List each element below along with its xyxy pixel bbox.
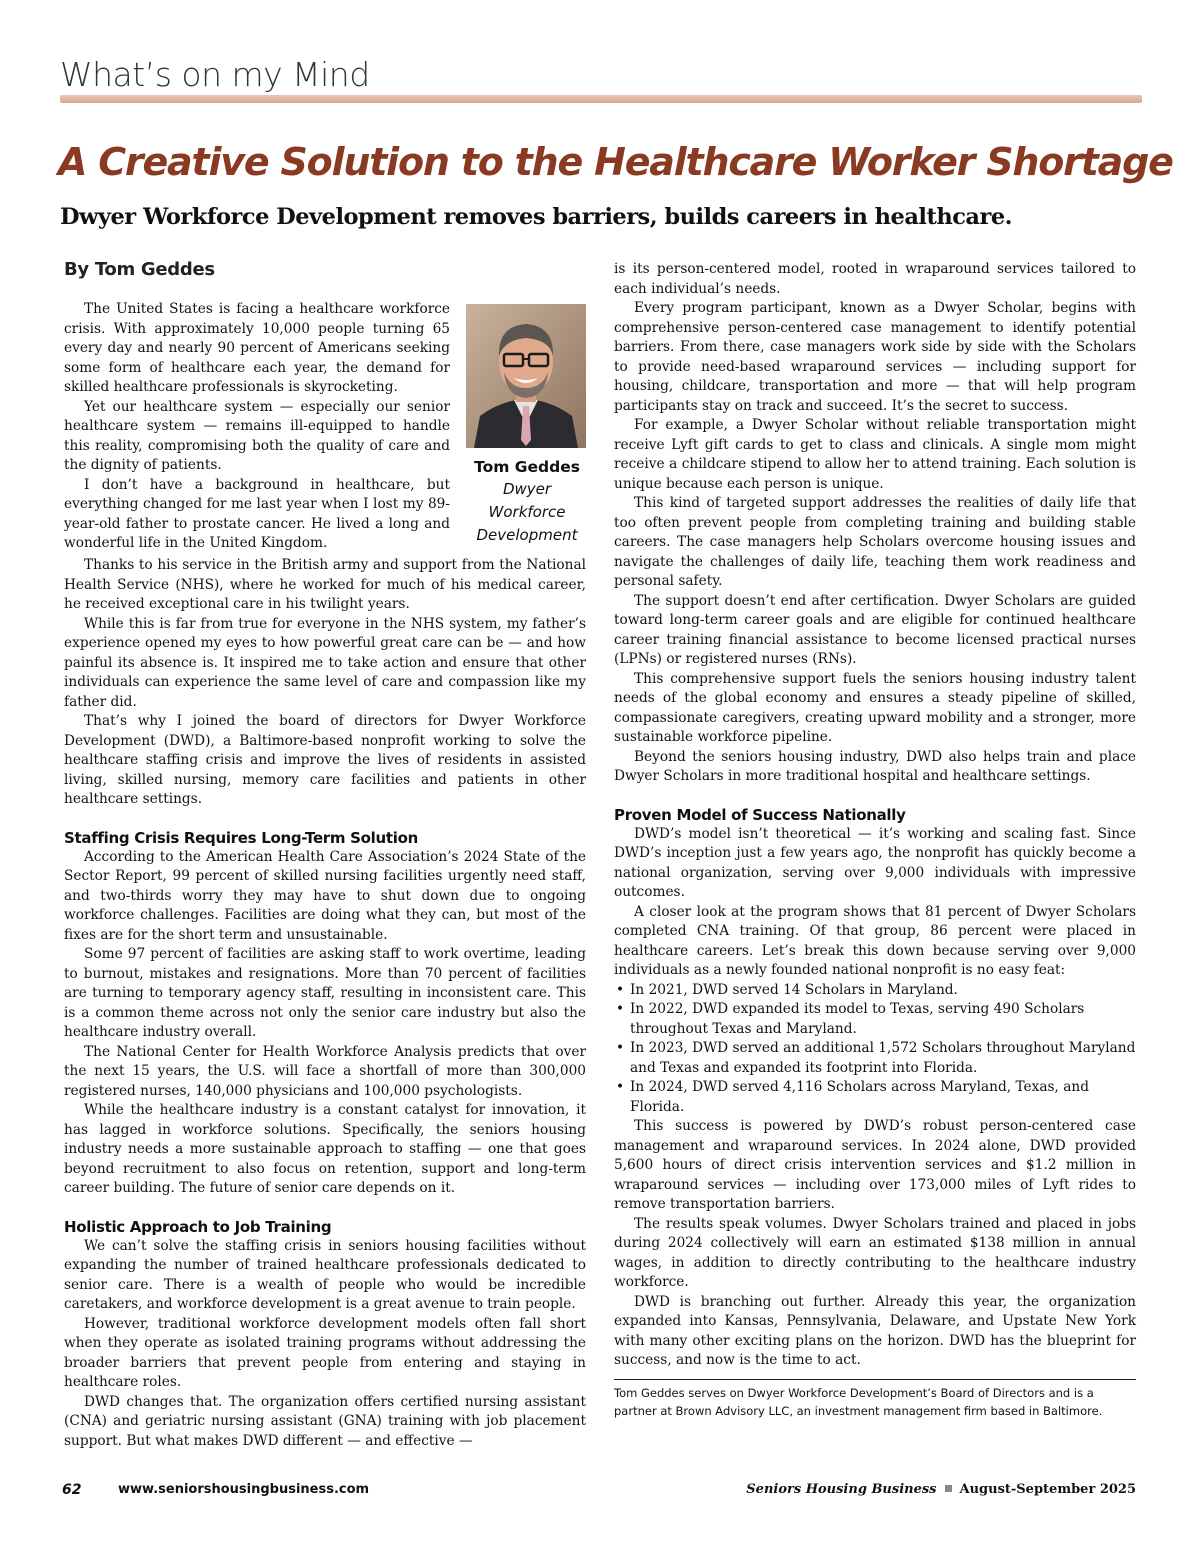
subheading-proven: Proven Model of Success Nationally <box>614 805 906 824</box>
paragraph: DWD changes that. The organization offers certified nursing assistant (CNA) and geriatric nursing assistant (GNA) training with job placement support. But what makes DWD different — and effective — <box>64 1393 586 1449</box>
caption-org: Dwyer <box>502 480 552 498</box>
caption-org: Development <box>476 526 578 544</box>
page-number: 62 <box>62 1482 82 1498</box>
bio-divider <box>614 1379 1136 1380</box>
list-item: • In 2023, DWD served an additional 1,572 Scholars throughout Maryland and Texas and expanded its footprint into Florida. <box>614 1039 1136 1078</box>
right-column-body <box>614 260 1136 1420</box>
paragraph: The United States is facing a healthcare workforce crisis. With approximately 10,000 people turning 65 every day and nearly 90 percent of Americans seeking some form of healthcare each year, the demand for skilled healthcare professionals is skyrocketing. <box>64 301 450 395</box>
paragraph: DWD is branching out further. Already this year, the organization expanded into Kansas, Pennsylvania, Delaware, and Upstate New York with many other exciting plans on the horizon. DWD has the blueprint for success, and now is the time to act. <box>614 1293 1136 1368</box>
paragraph: The results speak volumes. Dwyer Scholars trained and placed in jobs during 2024 collectively will earn an estimated $138 million in annual wages, in addition to directly contributing to the healthcare industry workforce. <box>614 1215 1136 1290</box>
paragraph: Beyond the seniors housing industry, DWD also helps train and place Dwyer Scholars in more traditional hospital and healthcare settings. <box>614 748 1136 784</box>
paragraph: Every program participant, known as a Dwyer Scholar, begins with comprehensive person-centered case management to identify potential barriers. From there, case managers work side by side with the Scholars to provide need-based wraparound services — including support for housing, childcare, transportation and more — that will help program participants stay on track and succeed. It’s the secret to success. <box>614 300 1136 414</box>
author-portrait-icon <box>466 304 586 448</box>
subheading-holistic: Holistic Approach to Job Training <box>64 1217 332 1236</box>
separator-square-icon <box>945 1485 952 1492</box>
paragraph-continued: is its person-centered model, rooted in wraparound services tailored to each individual’s needs. <box>614 261 1136 297</box>
paragraph: Yet our healthcare system — especially our senior healthcare system — remains ill-equipped to handle this reality, compromising both the quality of care and the dignity of patients. <box>64 398 450 473</box>
author-photo <box>466 304 586 448</box>
list-item: • In 2024, DWD served 4,116 Scholars across Maryland, Texas, and Florida. <box>614 1078 1136 1117</box>
paragraph: According to the American Health Care Association’s 2024 State of the Sector Report, 99 percent of skilled nursing facilities urgently need staff, and two-thirds worry they may have to shut down due to ongoing workforce challenges. Facilities are doing what they can, but most of the fixes are for the short term and unsustainable. <box>64 848 586 943</box>
caption-name: Tom Geddes <box>474 458 580 476</box>
list-item: • In 2022, DWD expanded its model to Texas, serving 490 Scholars throughout Texas and Maryland. <box>614 1000 1136 1039</box>
footer-publication <box>746 1482 1136 1497</box>
paragraph: This kind of targeted support addresses the realities of daily life that too often prevent people from completing training and building stable careers. The case managers help Scholars overcome housing issues and navigate the challenges of daily life, teaching them work readiness and personal safety. <box>614 495 1136 589</box>
paragraph: DWD’s model isn’t theoretical — it’s working and scaling fast. Since DWD’s inception just a few years ago, the nonprofit has quickly become a national organization, serving over 9,000 individuals with impressive outcomes. <box>614 825 1136 900</box>
paragraph: We can’t solve the staffing crisis in seniors housing facilities without expanding the number of trained healthcare professionals dedicated to senior care. There is a wealth of people who would be incredible caretakers, and workforce development is a great avenue to train people. <box>64 1237 586 1312</box>
paragraph: The National Center for Health Workforce Analysis predicts that over the next 15 years, the U.S. will face a shortfall of more than 300,000 registered nurses, 140,000 physicians and 100,000 psychologists. <box>64 1043 586 1099</box>
paragraph: That’s why I joined the board of directors for Dwyer Workforce Development (DWD), a Baltimore-based nonprofit working to solve the healthcare staffing crisis and improve the lives of residents in assisted living, skilled nursing, memory care facilities and patients in other healthcare settings. <box>64 713 586 807</box>
subheading-staffing: Staffing Crisis Requires Long-Term Solution <box>64 828 418 847</box>
paragraph: While this is far from true for everyone in the NHS system, my father’s experience opened my eyes to how powerful great care can be — and how painful its absence is. It inspired me to take action and ensure that other individuals can experience the same level of care and compassion like my father did. <box>64 615 586 710</box>
section-divider <box>60 95 1142 103</box>
paragraph: The support doesn’t end after certification. Dwyer Scholars are guided toward long-term career goals and are eligible for continued healthcare career training financial assistance to become licensed practical nurses (LPNs) or registered nurses (RNs). <box>614 592 1136 667</box>
section-label: What’s on my Mind <box>60 55 370 94</box>
footer-url[interactable]: www.seniorshousingbusiness.com <box>118 1482 370 1497</box>
results-list <box>614 981 1136 1118</box>
paragraph: This comprehensive support fuels the seniors housing industry talent needs of the global economy and ensures a steady pipeline of skilled, compassionate caregivers, creating upward mobility and a stronger, more sustainable workforce pipeline. <box>614 670 1136 745</box>
author-bio: Tom Geddes serves on Dwyer Workforce Development’s Board of Directors and is a partner at Brown Advisory LLC, an investment management firm based in Baltimore. <box>614 1385 1103 1418</box>
left-column-intro <box>64 300 450 554</box>
deck: Dwyer Workforce Development removes barriers, builds careers in healthcare. <box>60 204 1012 230</box>
paragraph: I don’t have a background in healthcare, but everything changed for me last year when I lost my 89-year-old father to prostate cancer. He lived a long and wonderful life in the United Kingdom. <box>64 476 450 551</box>
paragraph: While the healthcare industry is a constant catalyst for innovation, it has lagged in workforce solutions. Specifically, the seniors housing industry needs a more sustainable approach to staffing — one that goes beyond recruitment to also focus on retention, support and long-term career building. The future of senior care depends on it. <box>64 1102 586 1196</box>
issue-date: August-September 2025 <box>959 1482 1136 1497</box>
paragraph: This success is powered by DWD’s robust person-centered case management and wraparound services. In 2024 alone, DWD provided 5,600 hours of direct crisis intervention services and $1.2 million in wraparound services — including over 173,000 miles of Lyft rides to remove transportation barriers. <box>614 1118 1136 1212</box>
caption-org: Workforce <box>488 503 566 521</box>
paragraph: Some 97 percent of facilities are asking staff to work overtime, leading to burnout, mistakes and resignations. More than 70 percent of facilities are turning to temporary agency staff, resulting in inconsistent care. This is a common theme across not only the senior care industry but also the healthcare industry overall. <box>64 946 586 1040</box>
paragraph: Thanks to his service in the British army and support from the National Health Service (NHS), where he worked for much of his medical career, he received exceptional care in his twilight years. <box>64 557 586 612</box>
left-column-body <box>64 556 586 1451</box>
magazine-name: Seniors Housing Business <box>746 1482 937 1497</box>
list-item: • In 2021, DWD served 14 Scholars in Maryland. <box>614 981 1136 1001</box>
paragraph: For example, a Dwyer Scholar without reliable transportation might receive Lyft gift cards to get to class and clinicals. A single mom might receive a childcare stipend to allow her to attend training. Each solution is unique because each person is unique. <box>614 417 1136 492</box>
headline: A Creative Solution to the Healthcare Worker Shortage <box>58 140 1173 184</box>
paragraph: A closer look at the program shows that 81 percent of Dwyer Scholars completed CNA training. Of that group, 86 percent were placed in healthcare careers. Let’s break this down because serving over 9,000 individuals as a newly founded national nonprofit is no easy feat: <box>614 903 1136 978</box>
photo-caption <box>462 456 592 547</box>
paragraph: However, traditional workforce development models often fall short when they operate as isolated training programs without addressing the broader barriers that prevent people from entering and staying in healthcare roles. <box>64 1315 586 1390</box>
byline: By Tom Geddes <box>64 259 215 280</box>
